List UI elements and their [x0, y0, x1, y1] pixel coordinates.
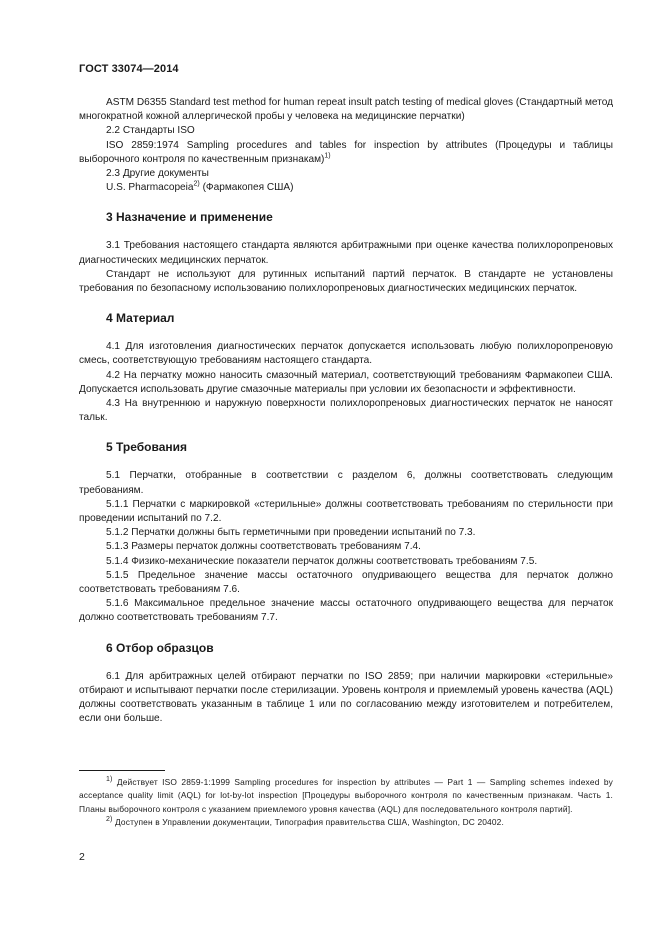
- ref-usp-rest: (Фармакопея США): [199, 182, 294, 194]
- footnote-divider: [79, 770, 165, 771]
- para-3-1: 3.1 Требования настоящего стандарта являются арбитражными при оценке качества полихлоропреновых диагностических медицинских перчаток.: [79, 240, 613, 266]
- footnotes: [79, 776, 613, 829]
- para-5-1-3: 5.1.3 Размеры перчаток должны соответствовать требованиям 7.4.: [106, 541, 421, 553]
- para-5-1-6: 5.1.6 Максимальное предельное значение массы остаточного опудривающего вещества для перчаток должно соответствовать требованиям 7.7.: [79, 598, 613, 624]
- subsection-2-2: 2.2 Стандарты ISO: [106, 125, 195, 137]
- footnote-1: [79, 776, 613, 816]
- ref-iso-2859: [79, 139, 613, 167]
- para-5-1-4: 5.1.4 Физико-механические показатели перчаток должны соответствовать требованиям 7.5.: [106, 555, 538, 567]
- footnote-1-mark: 1): [106, 776, 113, 784]
- para-5-1-1: 5.1.1 Перчатки с маркировкой «стерильные» должны соответствовать требованиям по стерильности при проведении испытаний по 7.2.: [79, 498, 613, 525]
- ref-usp: [79, 181, 613, 195]
- ref-iso-2859-text: ISO 2859:1974 Sampling procedures and tables for inspection by attributes (Процедуры и таблицы выборочного контроля по качественным признакам): [79, 139, 613, 165]
- section-3-heading: 3 Назначение и применение: [106, 210, 273, 225]
- section-5-heading: 5 Требования: [106, 440, 187, 455]
- footnote-2: [79, 816, 613, 829]
- footnote-ref-1: 1): [324, 152, 331, 160]
- ref-usp-name: U.S. Pharmacopeia: [106, 182, 194, 194]
- section-6-heading: 6 Отбор образцов: [106, 640, 214, 655]
- page-number: 2: [79, 851, 85, 863]
- para-4-2: 4.2 На перчатку можно наносить смазочный материал, соответствующий требованиям Фармакопеи США. Допускается использовать другие смазочные материалы при условии их безопасности и эффективности.: [79, 369, 613, 395]
- footnote-2-mark: 2): [106, 816, 113, 824]
- para-3-2: Стандарт не используют для рутинных испытаний партий перчаток. В стандарте не установлены требования по безопасному использованию полихлоропреновых диагностических медицинских перчаток.: [79, 268, 613, 295]
- subsection-2-3: 2.3 Другие документы: [106, 168, 209, 180]
- footnote-ref-2: 2): [193, 180, 200, 188]
- section-4-heading: 4 Материал: [106, 311, 175, 326]
- footnote-2-text: Доступен в Управлении документации, Типография правительства США, Washington, DC 20402.: [112, 816, 504, 827]
- ref-astm-d6355: ASTM D6355 Standard test method for human repeat insult patch testing of medical gloves (Стандартный метод многократной кожной аллергической пробы у человека на медицинские перчатки): [79, 97, 613, 123]
- page-body: [79, 96, 613, 727]
- para-5-1-2: 5.1.2 Перчатки должны быть герметичными при проведении испытаний по 7.3.: [106, 527, 476, 539]
- para-4-1: 4.1 Для изготовления диагностических перчаток допускается использовать любую полихлоропреновую смесь, соответствующую требованиям настоящего стандарта.: [79, 341, 613, 367]
- para-5-1: 5.1 Перчатки, отобранные в соответствии с разделом 6, должны соответствовать следующим требованиям.: [79, 470, 613, 496]
- footnote-1-text: Действует ISO 2859-1:1999 Sampling procedures for inspection by attributes — Part 1 — Sampling schemes indexed by acceptance quality limit (AQL) for lot-by-lot inspection [Процедуры выборочного контроля по качественным признакам. Часть 1. Планы выборочного контроля с указанием приемлемого уровня качества (AQL) для последовательного контроля партий].: [79, 777, 613, 814]
- para-5-1-5: 5.1.5 Предельное значение массы остаточного опудривающего вещества для перчаток должно соответствовать требованиям 7.6.: [79, 569, 613, 596]
- para-6-1: 6.1 Для арбитражных целей отбирают перчатки по ISO 2859; при наличии маркировки «стерильные» отбирают и испытывают перчатки после стерилизации. Уровень контроля и приемлемый уровень качества (AQL) должны соответствовать указанным в таблице 1 или по согласованию между изготовителем и потребителем, если они больше.: [79, 670, 613, 725]
- para-4-3: 4.3 На внутреннюю и наружную поверхности полихлоропреновых диагностических перчаток не наносят тальк.: [79, 398, 613, 424]
- document-header: ГОСТ 33074—2014: [79, 63, 179, 75]
